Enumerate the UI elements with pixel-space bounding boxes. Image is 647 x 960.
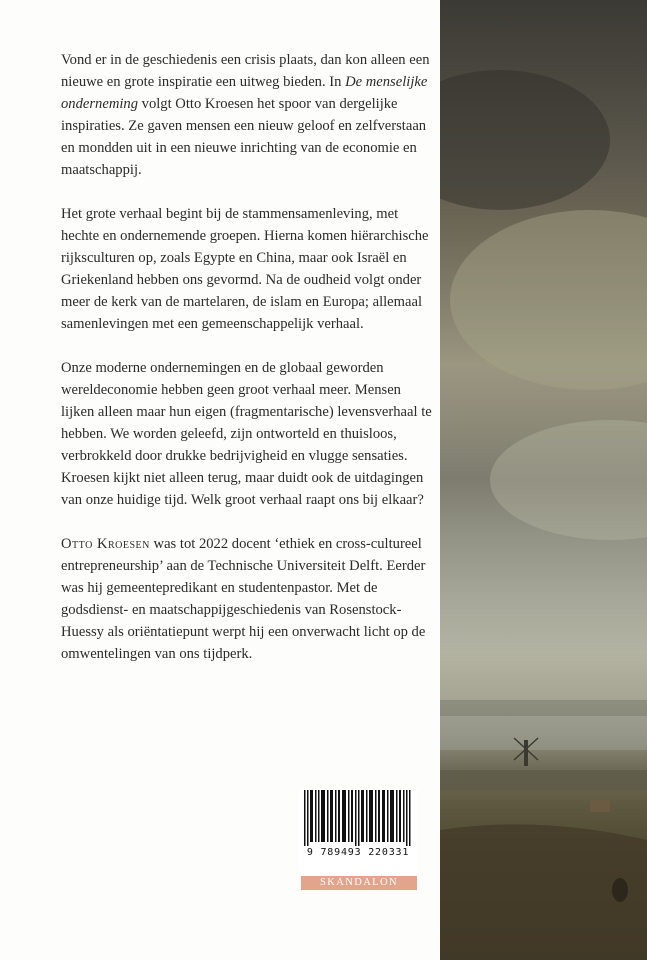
sky-cloud-light [450,210,647,390]
sky-cloud-bright [490,420,647,540]
water [440,716,647,750]
book-title-italic: De menselijke onderneming [61,74,428,112]
distant-horizon [440,700,647,716]
blurb-paragraph-3: Onze moderne ondernemingen en de globaal geworden wereldeconomie hebben geen groot verhaal meer. Mensen lijken alleen maar hun eigen (fragmentarische) levensverhaal te hebben. We worden geleefd, zijn ontworteld en thuisloos, verbrokkeld door drukke bedrijvigheid en vlugge sensaties. Kroesen kijkt niet alleen terug, maar duidt ook de uitdagingen van onze huidige tijd. Welk groot verhaal raapt ons bij elkaar? [61,360,432,508]
author-bio [61,533,433,665]
windmill-body [524,740,528,766]
landscape-painting [440,0,647,960]
author-name: Otto Kroesen [61,536,150,552]
isbn-barcode [298,787,418,875]
painting-details [440,0,647,960]
sky-cloud-dark [440,70,610,210]
isbn-digits: 9 789493 220331 [306,847,410,858]
author-bio-text: was tot 2022 docent ‘ethiek en cross-cultureel entrepreneurship’ aan de Technische Universiteit Delft. Eerder was hij gemeentepredikant en studentenpastor. Met de godsdienst- en maatschappijgeschiedenis van Rosenstock-Huessy als oriëntatiepunt werpt hij een onverwacht licht op de omwentelingen van ons tijdperk. [61,536,426,662]
blurb-paragraph-2: Het grote verhaal begint bij de stammensamenleving, met hechte en ondernemende groepen. Hierna komen hiërarchische rijksculturen op, zoals Egypte en China, maar ook Israël en Griekenland hebben ons gevormd. Na de oudheid volgt onder meer de kerk van de martelaren, de islam en Europa; allemaal samenlevingen met een gemeenschappelijk verhaal. [61,206,429,332]
farmhouse [590,800,610,812]
blurb-paragraph-1-after: volgt Otto Kroesen het spoor van dergelijke inspiraties. Ze gaven mensen een nieuw geloof en zelfverstaan en mondden uit in een nieuwe inrichting van de economie en maatschappij. [61,96,427,178]
figure [612,878,628,902]
blurb-paragraph-1-before: Vond er in de geschiedenis een crisis plaats, dan kon alleen een nieuwe en grote inspiratie een uitweg bieden. In [61,52,430,90]
blurb-paragraph-1 [61,49,433,181]
blurb-column [61,49,433,687]
treeline [440,770,647,790]
publisher-logo: SKANDALON [301,876,417,890]
barcode-bars [304,790,412,846]
